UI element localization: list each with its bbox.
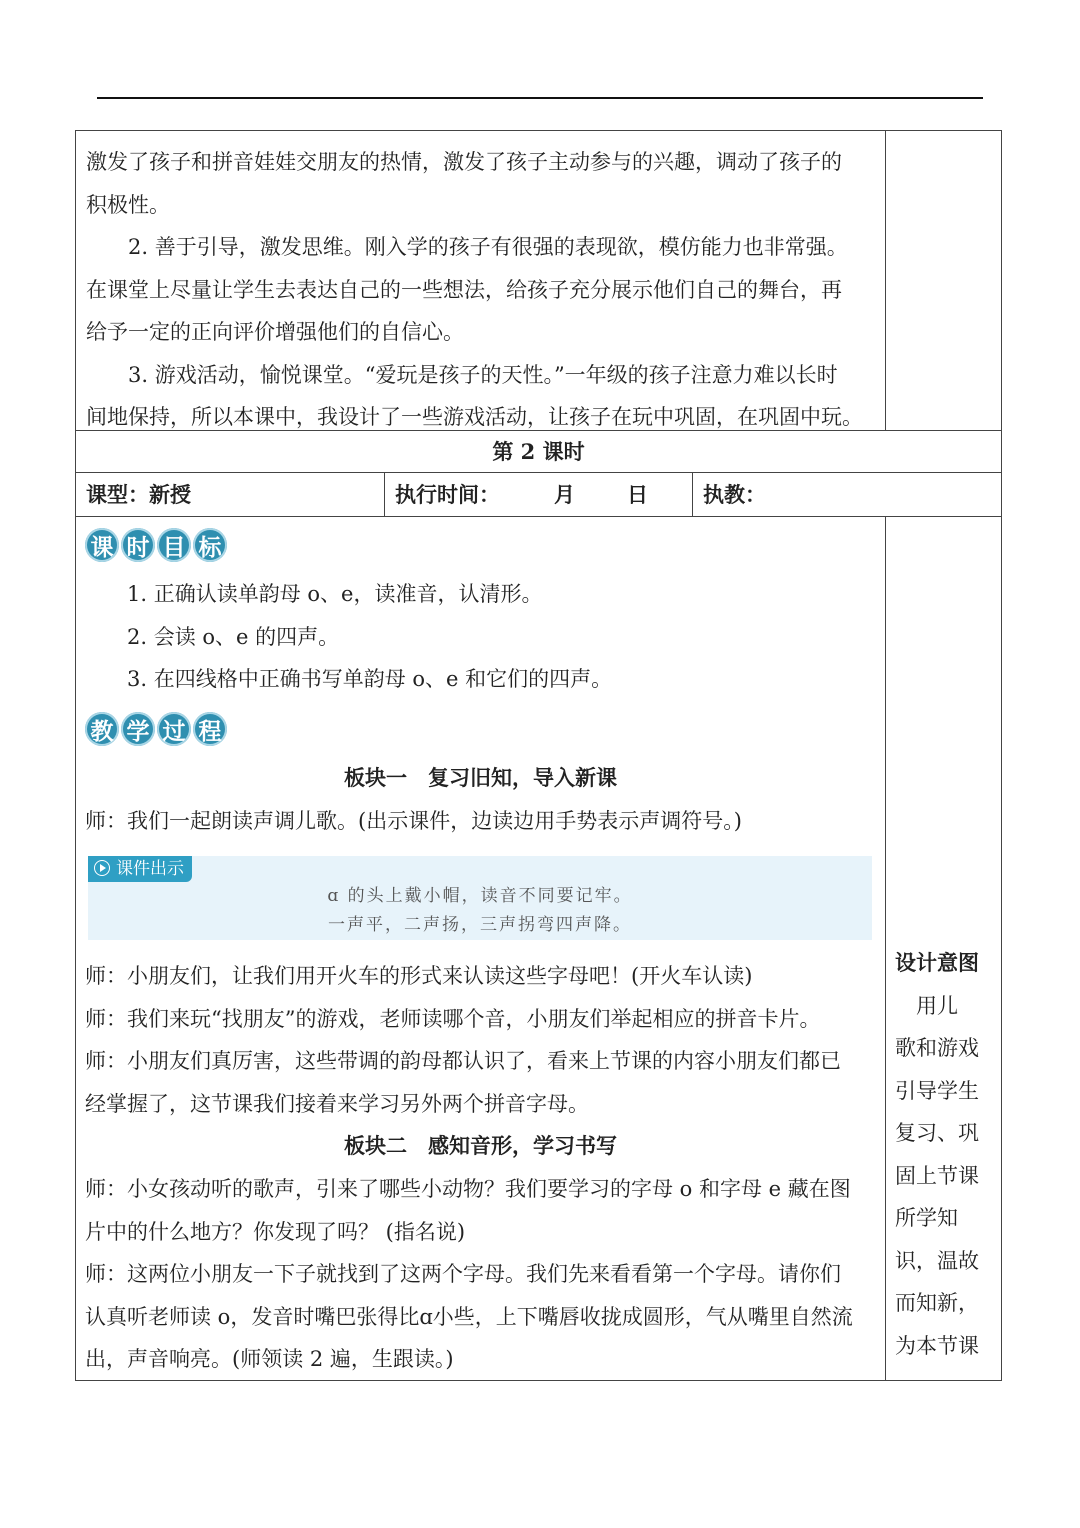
text-line: 师：小朋友们真厉害，这些带调的韵母都认识了，看来上节课的内容小朋友们都已 [85,1049,841,1073]
month-label: 月 [554,482,575,507]
day-label: 日 [627,482,648,507]
block2-title: 板块二 感知音形，学习书写 [344,1133,617,1158]
badge-char: 教 [85,712,119,746]
top-content-cell [75,130,886,431]
lesson-title: 第 2 课时 [492,439,585,464]
badge-char: 学 [121,712,155,746]
objectives-badge [85,526,227,564]
text-line: 师：我们一起朗读声调儿歌。(出示课件，边读边用手势表示声调符号。) [85,809,742,833]
process-lines [85,955,841,1125]
design-intent-line: 固上节课 [895,1163,979,1188]
top-side-cell [885,130,1002,431]
badge-char: 课 [85,528,119,562]
design-intent-line: 引导学生 [895,1078,979,1103]
lesson-type-cell [75,472,385,517]
text-line: 师：我们来玩“找朋友”的游戏，老师读哪个音，小朋友们举起相应的拼音卡片。 [85,1006,821,1031]
courseware-tag [88,856,192,882]
badge-char: 标 [193,528,227,562]
block2-lines [85,1168,853,1381]
text-line: 片中的什么地方？你发现了吗？ (指名说) [85,1219,466,1244]
block1-title: 板块一 复习旧知，导入新课 [344,765,617,790]
text-line: 师：小朋友们，让我们用开火车的形式来认读这些字母吧！(开火车认读) [85,964,753,988]
text-line: 3. 游戏活动，愉悦课堂。“爱玩是孩子的天性。”一年级的孩子注意力难以长时 [128,362,838,387]
text-line: 2. 善于引导，激发思维。刚入学的孩子有很强的表现欲，模仿能力也非常强。 [128,235,848,259]
exec-time [395,473,692,517]
text-line: 师：这两位小朋友一下子就找到了这两个字母。我们先来看看第一个字母。请你们 [85,1262,841,1286]
lesson-header-cell [75,430,1002,473]
exec-time-cell [384,472,693,517]
design-intent-line: 歌和游戏 [895,1036,979,1060]
objectives-list [127,573,612,701]
design-intent-line: 而知新， [895,1291,979,1315]
badge-char: 时 [121,528,155,562]
play-icon [94,860,110,876]
badge-char: 目 [157,528,191,562]
design-intent-line: 所学知 [895,1206,958,1230]
courseware-box [88,856,872,940]
text-line: 在课堂上尽量让学生去表达自己的一些想法，给孩子充分展示他们自己的舞台，再 [86,277,842,302]
badge-char: 过 [157,712,191,746]
teacher-cell [692,472,1002,517]
exec-time-label: 执行时间： [395,482,500,507]
courseware-line: ɑ 的头上戴小帽，读音不同要记牢。 [327,886,633,906]
text-line: 间地保持，所以本课中，我设计了一些游戏活动，让孩子在玩中巩固，在巩固中玩。 [86,405,863,429]
process-badge [85,710,227,748]
text-line: 积极性。 [86,192,170,217]
design-intent-line: 用儿 [895,993,958,1018]
design-intent-line: 为本节课 [895,1333,979,1358]
teacher-label: 执教： [703,482,766,507]
text-line: 给予一定的正向评价增强他们的自信心。 [86,320,464,344]
objective-item: 2. 会读 o、e 的四声。 [127,624,340,649]
design-intent-line: 识，温故 [895,1248,979,1273]
design-intent [895,942,995,1367]
text-line: 经掌握了，这节课我们接着来学习另外两个拼音字母。 [85,1091,589,1116]
objective-item: 1. 正确认读单韵母 o、e，读准音，认清形。 [127,582,543,606]
lesson-type: 课型：新授 [86,482,191,507]
objective-item: 3. 在四线格中正确书写单韵母 o、e 和它们的四声。 [127,667,613,691]
design-intent-line: 复习、巩 [895,1121,979,1145]
courseware-line: 一声平，二声扬，三声拐弯四声降。 [328,915,632,935]
courseware-tag-label: 课件出示 [116,859,184,879]
text-line: 师：小女孩动听的歌声，引来了哪些小动物？我们要学习的字母 o 和字母 e 藏在图 [85,1177,851,1201]
design-intent-title: 设计意图 [895,950,979,975]
text-line: 认真听老师读 o，发音时嘴巴张得比ɑ小些，上下嘴唇收拢成圆形，气从嘴里自然流 [85,1304,853,1329]
header-rule [97,97,983,99]
text-line: 出，声音响亮。(师领读 2 遍，生跟读。) [85,1347,454,1371]
badge-char: 程 [193,712,227,746]
text-line: 激发了孩子和拼音娃娃交朋友的热情，激发了孩子主动参与的兴趣，调动了孩子的 [86,150,842,174]
